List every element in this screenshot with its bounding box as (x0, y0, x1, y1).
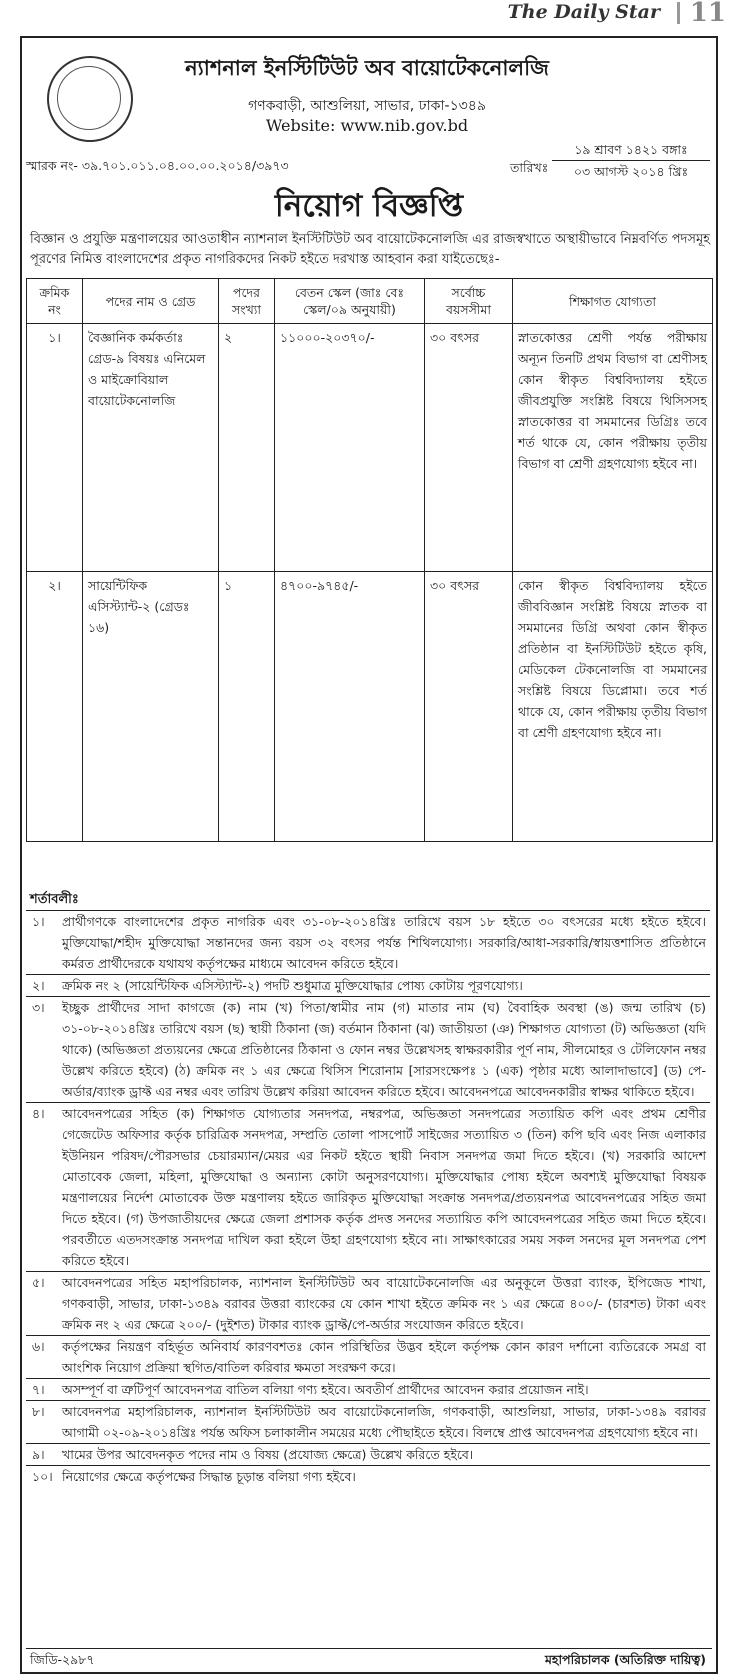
signatory: মহাপরিচালক (অতিরিক্ত দায়িত্ব) (544, 1652, 706, 1667)
condition-number: ৬। (32, 1339, 45, 1354)
cell-qualification: স্নাতকোত্তর শ্রেণী পর্যন্ত পরীক্ষায় অন্যূন তিনটি প্রথম বিভাগ বা শ্রেণীসহ কোন স্বীকৃত বিশ্ববিদ্যালয় হইতে জীবপ্রযুক্তি সংশ্লিষ্ট বিষয়ে থিসিসসহ স্নাতকোত্তর বা সমমানের ডিগ্রিঃ তবে শর্ত থাকে যে, কোন পরীক্ষায় তৃতীয় বিভাগ বা শ্রেণী গ্রহণযোগ্য হইবে না। (513, 324, 713, 572)
condition-number: ১। (32, 914, 45, 929)
cell-serial: ১। (27, 324, 83, 572)
condition-number: ৮। (32, 1404, 45, 1419)
newspaper-name: The Daily Star (507, 1, 660, 23)
masthead-divider (677, 2, 680, 24)
header-age: সর্বোচ্চ বয়সসীমা (425, 279, 513, 324)
intro-paragraph: বিজ্ঞান ও প্রযুক্তি মন্ত্রণালয়ের আওতাধীন ন্যাশনাল ইনস্টিটিউট অব বায়োটেকনোলজি এর রাজস্বখাতে অস্থায়ীভাবে নিম্নবর্ণিত পদসমূহ পূরণের নিমিত্ত বাংলাদেশের প্রকৃত নাগরিকদের নিকট হইতে দরখাস্ত আহবান করা যাইতেছেঃ- (30, 232, 710, 267)
condition-item (26, 1102, 710, 1271)
condition-text: ইচ্ছুক প্রার্থীদের সাদা কাগজে (ক) নাম (খ) পিতা/স্বামীর নাম (গ) মাতার নাম (ঘ) বৈবাহিক অবস্থা (ঙ) জন্ম তারিখ (চ) ৩১-০৮-২০১৪খ্রিঃ তারিখে বয়স (ছ) স্থায়ী ঠিকানা (জ) বর্তমান ঠিকানা (ঝ) জাতীয়তা (ঞ) শিক্ষাগত যোগ্যতা (ট) অভিজ্ঞতা (যদি থাকে) (অভিজ্ঞতা প্রত্যয়নের ক্ষেত্রে প্রতিষ্ঠানের ঠিকানা ও ফোন নম্বর উল্লেখসহ স্বাক্ষরকারীর পূর্ণ নাম, সীলমোহর ও টেলিফোন নম্বর উল্লেখ করিতে হইবে) (ঠ) ক্রমিক নং ১ এর ক্ষেত্রে থিসিস শিরোনাম [সারসংক্ষেপঃ ১ (এক) পৃষ্ঠার মধ্যে আলাদাভাবে] (ড) পে-অর্ডার/ব্যাংক ড্রাফ্ট এর নম্বর এবং তারিখ উল্লেখ করিয়া আবেদন করিতে হইবে। আবেদনপত্রে আবেদনকারীর স্বাক্ষর থাকিতে হইবে। (62, 1000, 706, 1099)
date-bangla: ১৯ শ্রাবণ ১৪২১ বঙ্গাঃ (574, 142, 688, 157)
gd-reference: জিডি-২৯৮৭ (30, 1652, 95, 1667)
condition-item (26, 1271, 710, 1335)
condition-text: খামের উপর আবেদনকৃত পদের নাম ও বিষয় (প্রযোজ্য ক্ষেত্রে) উল্লেখ করিতে হইবে। (62, 1447, 474, 1462)
condition-text: ক্রমিক নং ২ (সায়েন্টিফিক এসিস্ট্যান্ট-২) পদটি শুধুমাত্র মুক্তিযোদ্ধার পোষ্য কোটায় পূরণযোগ্য। (62, 978, 523, 993)
condition-item (26, 1335, 710, 1378)
cell-count: ১ (219, 572, 275, 842)
condition-text: নিয়োগের ক্ষেত্রে কর্তৃপক্ষের সিদ্ধান্ত চূড়ান্ত বলিয়া গণ্য হইবে। (62, 1469, 356, 1484)
newspaper-masthead (0, 0, 730, 30)
condition-item (26, 1443, 710, 1465)
memo-number: স্মারক নং- ৩৯.৭০১.০১১.০৪.০০.০০.২০১৪/৩৯৭৩ (26, 158, 289, 173)
condition-number: ৩। (32, 1000, 45, 1015)
header-post: পদের নাম ও গ্রেড (83, 279, 219, 324)
condition-text: প্রার্থীগণকে বাংলাদেশের প্রকৃত নাগরিক এবং ৩১-০৮-২০১৪খ্রিঃ তারিখে বয়স ১৮ হইতে ৩০ বৎসরের মধ্যে হইতে হইবে। মুক্তিযোদ্ধা/শহীদ মুক্তিযোদ্ধা সন্তানদের জন্য বয়স ৩২ বৎসর পর্যন্ত শিথিলযোগ্য। সরকারি/আধা-সরকারি/স্বায়ত্তশাসিত প্রতিষ্ঠানে কর্মরত প্রার্থীদেরকে যথাযথ কর্তৃপক্ষের মাধ্যমে আবেদন করিতে হইবে। (62, 914, 706, 971)
header-scale: বেতন স্কেল (জাঃ বেঃ স্কেল/০৯ অনুযায়ী) (275, 279, 425, 324)
cell-qualification: কোন স্বীকৃত বিশ্ববিদ্যালয় হইতে জীববিজ্ঞান সংশ্লিষ্ট বিষয়ে স্নাতক বা সমমানের ডিগ্রি অথবা কোন স্বীকৃত প্রতিষ্ঠান বা ইনস্টিটিউট হইতে কৃষি, মেডিকেল টেকনোলজি বা সমমানের সংশ্লিষ্ট বিষয়ে ডিপ্লোমা। তবে শর্ত থাকে যে, কোন পরীক্ষায় তৃতীয় বিভাগ বা শ্রেণী গ্রহণযোগ্য হইবে না। (513, 572, 713, 842)
posts-table (26, 278, 713, 842)
condition-text: আবেদনপত্রের সহিত (ক) শিক্ষাগত যোগ্যতার সনদপত্র, নম্বরপত্র, অভিজ্ঞতা সনদপত্রের সত্যায়িত কপি এবং প্রথম শ্রেণীর গেজেটেড অফিসার কর্তৃক চারিত্রিক সনদপত্র, সম্প্রতি তোলা পাসপোর্ট সাইজের সত্যায়িত ৩ (তিন) কপি ছবি এবং নিজ এলাকার ইউনিয়ন পরিষদ/পৌরসভার চেয়ারম্যান/মেয়র এর নিকট হইতে স্থায়ী নিবাস সনদপত্র জমা দিতে হইবে। (খ) সরকারি আদেশ মোতাবেক জেলা, মহিলা, মুক্তিযোদ্ধা ও অন্যান্য কোটা অনুসরণযোগ্য। মুক্তিযোদ্ধার পোষ্য হইলে অবশ্যই মুক্তিযোদ্ধা বিষয়ক মন্ত্রণালয়ের নির্দেশ মোতাবেক উক্ত মন্ত্রণালয় হইতে জারিকৃত মুক্তিযোদ্ধা সংক্রান্ত সনদপত্র/প্রত্যয়নপত্র আবেদনপত্রের সহিত জমা দিতে হইবে। (গ) উপজাতীয়দের ক্ষেত্রে জেলা প্রশাসক কর্তৃক প্রদত্ত সনদের সত্যায়িত কপি আবেদনপত্রের সহিত জমা দিতে হইবে। পরবর্তীতে এতদসংক্রান্ত সনদপত্র দাখিল করা হইলে উহা গ্রহণযোগ্য হইবে না। সাক্ষাৎকারের সময় সকল সনদের মূল সনদপত্র পেশ করিতে হইবে। (62, 1106, 706, 1268)
date-label: তারিখঃ (510, 160, 549, 175)
condition-number: ৪। (32, 1106, 45, 1121)
footer-divider (26, 1648, 712, 1649)
table-row (27, 572, 713, 842)
condition-text: আবেদনপত্রের সহিত মহাপরিচালক, ন্যাশনাল ইনস্টিটিউট অব বায়োটেকনোলজি এর অনুকূলে উত্তরা ব্যাংক, ইপিজেড শাখা, গণকবাড়ী, সাভার, ঢাকা-১৩৪৯ বরাবর উত্তরা ব্যাংকের যে কোন শাখা হইতে ক্রমিক নং ১ এর ক্ষেত্রে ৪০০/- (চারশত) টাকা এবং ক্রমিক নং ২ এর ক্ষেত্রে ২০০/- (দুইশত) টাকার ব্যাংক ড্রাফ্ট/পে-অর্ডার সংযোজন করিতে হইবে। (62, 1275, 706, 1332)
condition-text: কর্তৃপক্ষের নিয়ন্ত্রণ বহির্ভূত অনিবার্য কারণবশতঃ কোন পরিস্থিতির উদ্ভব হইলে কর্তৃপক্ষ কোন কারণ দর্শানো ব্যতিরেকে সমগ্র বা আংশিক নিয়োগ প্রক্রিয়া স্থগিত/বাতিল করিবার ক্ষমতা সংরক্ষণ করে। (62, 1339, 706, 1375)
table-header-row (27, 279, 713, 324)
condition-item (26, 1378, 710, 1400)
table-row (27, 324, 713, 572)
org-header (22, 38, 716, 148)
condition-number: ৭। (32, 1382, 45, 1397)
seal-inner-ring (57, 66, 121, 130)
cell-age: ৩০ বৎসর (425, 324, 513, 572)
condition-item (26, 1400, 710, 1443)
conditions-heading: শর্তাবলীঃ (30, 892, 79, 907)
date-english: ০৩ আগস্ট ২০১৪ খ্রিঃ (573, 164, 689, 179)
org-website: Website: www.nib.gov.bd (265, 116, 469, 135)
cell-scale: ৪৭০০-৯৭৪৫/- (275, 572, 425, 842)
cell-age: ৩০ বৎসর (425, 572, 513, 842)
cell-count: ২ (219, 324, 275, 572)
advertisement-frame (20, 36, 718, 1674)
condition-number: ১০। (32, 1469, 53, 1484)
org-name: ন্যাশনাল ইনস্টিটিউট অব বায়োটেকনোলজি (185, 56, 549, 80)
condition-item (26, 996, 710, 1102)
cell-post: বৈজ্ঞানিক কর্মকর্তাঃ গ্রেড-৯ বিষয়ঃ এনিমেল ও মাইক্রোবিয়াল বায়োটেকনোলজি (83, 324, 219, 572)
cell-scale: ১১০০০-২০৩৭০/- (275, 324, 425, 572)
condition-item (26, 974, 710, 996)
condition-text: আবেদনপত্র মহাপরিচালক, ন্যাশনাল ইনস্টিটিউট অব বায়োটেকনোলজি, গণকবাড়ী, আশুলিয়া, সাভার, ঢাকা-১৩৪৯ বরাবর আগামী ০২-০৯-২০১৪খ্রিঃ পর্যন্ত অফিস চলাকালীন সময়ের মধ্যে পৌছাইতে হইবে। বিলম্বে প্রাপ্ত আবেদনপত্র গ্রহণযোগ্য হইবে না। (62, 1404, 706, 1440)
header-count: পদের সংখ্যা (219, 279, 275, 324)
condition-item (26, 910, 710, 974)
header-serial: ক্রমিক নং (27, 279, 83, 324)
conditions-list (26, 910, 710, 1487)
org-address: গণকবাড়ী, আশুলিয়া, সাভার, ঢাকা-১৩৪৯ (248, 98, 486, 114)
condition-number: ৯। (32, 1447, 45, 1462)
date-box (552, 139, 710, 182)
condition-number: ২। (32, 978, 45, 993)
condition-text: অসম্পূর্ণ বা ত্রুটিপূর্ণ আবেদনপত্র বাতিল বলিয়া গণ্য হইবে। অবতীর্ণ প্রার্থীদের আবেদন করার প্রয়োজন নাই। (62, 1382, 589, 1397)
notice-title: নিয়োগ বিজ্ঞপ্তি (274, 188, 464, 224)
cell-post: সায়েন্টিফিক এসিস্ট্যান্ট-২ (গ্রেডঃ ১৬) (83, 572, 219, 842)
condition-item (26, 1465, 710, 1487)
cell-serial: ২। (27, 572, 83, 842)
header-qualification: শিক্ষাগত যোগ্যতা (513, 279, 713, 324)
institute-seal-icon (47, 56, 133, 142)
condition-number: ৫। (32, 1275, 45, 1290)
page-number: 11 (689, 0, 726, 28)
